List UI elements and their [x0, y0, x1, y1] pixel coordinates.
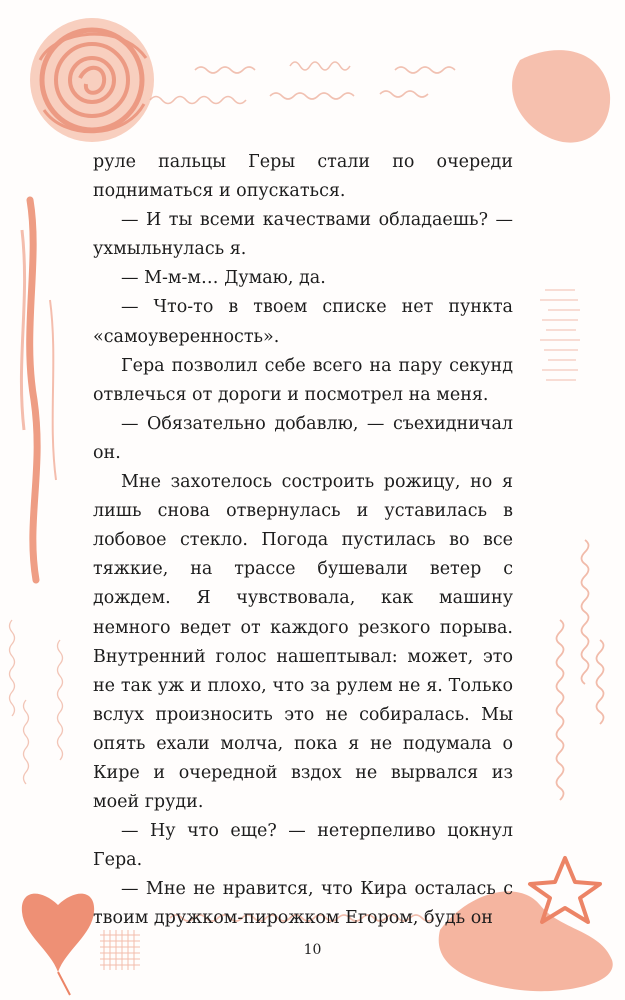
- paragraph: — И ты всеми качествами обладаешь? — ухмыльнулась я.: [93, 210, 513, 260]
- paragraph: — Ну что еще? — нетерпеливо цокнул Гера.: [93, 821, 513, 871]
- body-text: [93, 148, 513, 934]
- page-number: 10: [303, 942, 322, 958]
- handwriting-left-decor: [10, 620, 63, 784]
- paragraph: — Обязательно добавлю, — съехидничал он.: [93, 413, 513, 463]
- handwriting-right-decor: [557, 540, 604, 800]
- texture-right: [540, 290, 580, 380]
- paragraph: руле пальцы Геры стали по очереди подниматься и опускаться.: [93, 152, 513, 202]
- paragraph: — Мне не нравится, что Кира осталась с твоим дружком-пирожком Егором, будь он: [93, 879, 513, 929]
- handwriting-top-decor: [150, 62, 455, 104]
- paragraph: Гера позволил себе всего на пару секунд отвлечься от дороги и посмотрел на меня.: [93, 355, 513, 405]
- rose-icon: [30, 18, 154, 142]
- paragraph: — М-м-м… Думаю, да.: [121, 268, 326, 289]
- paragraph: — Что-то в твоем списке нет пункта «самоуверенность».: [93, 297, 513, 347]
- paint-smudge-top-right: [512, 50, 610, 142]
- paragraph: Мне захотелось состроить рожицу, но я лишь снова отвернулась и уставилась в лобовое стекло. Погода пустилась во все тяжкие, на трассе бушевали ветер с дождем. Я чувствовала, как машину немного ведет от каждого резкого порыва. Внутренний голос нашептывал: может, это не так уж и плохо, что за рулем не я. Только вслух произносить это не собиралась. Мы опять ехали молча, пока я не подумала о Кире и очередной вздох не вырвался из моей груди.: [93, 472, 513, 813]
- heart-icon: [22, 894, 94, 972]
- brush-stroke-left: [21, 200, 56, 580]
